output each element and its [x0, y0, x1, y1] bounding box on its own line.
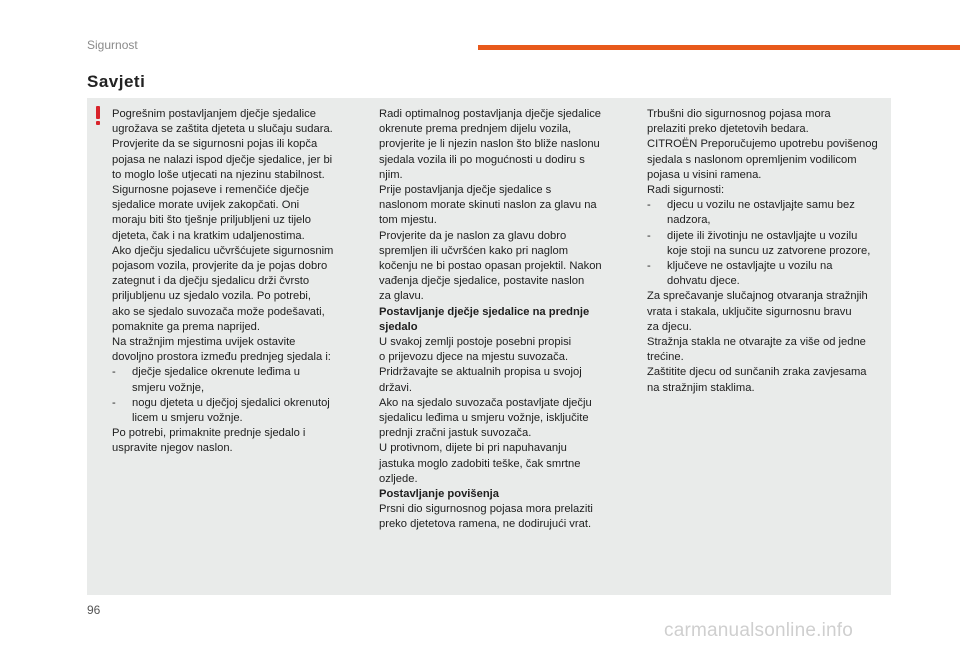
- bullet-line: smjeru vožnje,: [132, 381, 205, 394]
- column-1: [112, 107, 356, 457]
- warning-icon: [94, 106, 102, 126]
- text-line: to moglo loše utjecati na njezinu stabilnost.: [112, 168, 325, 181]
- text-line: na stražnjim staklima.: [647, 381, 755, 394]
- bullet-line: ključeve ne ostavljajte u vozilu na: [667, 260, 833, 273]
- text-line: U svakoj zemlji postoje posebni propisi: [379, 336, 572, 349]
- subheading-booster: Postavljanje povišenja: [379, 488, 500, 501]
- text-line: pojasa ne nalazi ispod dječje sjedalice, jer bi: [112, 153, 333, 166]
- text-line: sjedalicu leđima u smjeru vožnje, isključite: [379, 412, 589, 425]
- text-line: prelaziti preko djetetovih bedara.: [647, 123, 809, 136]
- text-line: ozljede.: [379, 472, 418, 485]
- bullet-item: [647, 198, 891, 228]
- text-line: Prsni dio sigurnosnog pojasa mora prelaziti: [379, 503, 593, 516]
- text-line: Provjerite da se sigurnosni pojas ili kopča: [112, 138, 318, 151]
- text-line: za djecu.: [647, 320, 692, 333]
- text-line: o prijevozu djece na mjestu suvozača.: [379, 351, 569, 364]
- text-line: Ako dječju sjedalicu učvršćujete sigurnosnim: [112, 244, 334, 257]
- bullet-line: dječje sjedalice okrenute leđima u: [132, 366, 300, 379]
- text-line: vrata i stakala, uključite sigurnosnu bravu: [647, 305, 852, 318]
- bullet-line: nogu djeteta u dječjoj sjedalici okrenutoj: [132, 396, 330, 409]
- text-line: djeteta, čak i na kratkim udaljenostima.: [112, 229, 305, 242]
- text-line: uspravite njegov naslon.: [112, 442, 233, 455]
- text-line: Pogrešnim postavljanjem dječje sjedalice: [112, 108, 316, 120]
- bullet-line: dijete ili životinju ne ostavljajte u vozilu: [667, 229, 858, 242]
- text-line: spremljen ili učvršćen kako pri naglom: [379, 244, 569, 257]
- text-line: zategnut i da dječju sjedalicu drži čvrsto: [112, 275, 310, 288]
- section-label: Sigurnost: [87, 38, 138, 52]
- text-line: Ako na sjedalo suvozača postavljate dječju: [379, 396, 592, 409]
- text-line: Po potrebi, primaknite prednje sjedalo i: [112, 427, 306, 440]
- text-line: za glavu.: [379, 290, 424, 303]
- text-line: Zaštitite djecu od sunčanih zraka zavjesama: [647, 366, 867, 379]
- bullet-dash: -: [647, 260, 651, 273]
- text-line: pojasa u visini ramena.: [647, 168, 762, 181]
- text-line: dovoljno prostora između prednjeg sjedala i:: [112, 351, 331, 364]
- text-line: kočenju ne bi postao opasan projektil. Nakon: [379, 260, 602, 273]
- bullet-dash: -: [647, 229, 651, 242]
- text-line: sjedalice morate uvijek zakopčati. Oni: [112, 199, 300, 212]
- text-line: tom mjestu.: [379, 214, 437, 227]
- text-line: pomaknite ga prema naprijed.: [112, 320, 261, 333]
- text-line: priljubljenu uz sjedalo vozila. Po potrebi,: [112, 290, 312, 303]
- text-line: pojasom vozila, provjerite da je pojas dobro: [112, 260, 328, 273]
- text-line: sjedala s naslonom opremljenim vodilicom: [647, 153, 857, 166]
- text-line: ako se sjedalo suvozača može podešavati,: [112, 305, 325, 318]
- page-title: Savjeti: [87, 72, 146, 91]
- text-line: Stražnja stakla ne otvarajte za više od jedne: [647, 336, 866, 349]
- bullet-item: [112, 396, 356, 426]
- column-2: [379, 107, 625, 533]
- text-line: jastuka moglo zadobiti teške, čak smrtne: [379, 457, 581, 470]
- text-line: Pridržavajte se aktualnih propisa u svojoj: [379, 366, 582, 379]
- text-line: njim.: [379, 168, 403, 181]
- text-line: provjerite je li njezin naslon što bliže naslonu: [379, 138, 600, 151]
- column-3: [647, 107, 891, 396]
- bullet-line: koje stoji na suncu uz zatvorene prozore,: [667, 244, 871, 257]
- header-accent-bar: [478, 45, 960, 50]
- bullet-item: [647, 229, 891, 259]
- text-line: prednji zračni jastuk suvozača.: [379, 427, 532, 440]
- text-line: ugrožava se zaštita djeteta u slučaju sudara.: [112, 123, 333, 136]
- bullet-item: [112, 365, 356, 395]
- text-line: preko djetetova ramena, ne dodirujući vrat.: [379, 518, 592, 531]
- text-line: Provjerite da je naslon za glavu dobro: [379, 229, 567, 242]
- page-number: 96: [87, 603, 101, 617]
- bullet-dash: -: [112, 366, 116, 379]
- subheading-front-seat: Postavljanje dječje sjedalice na prednje: [379, 305, 590, 318]
- text-line: moraju biti što tješnje priljubljeni uz tijelo: [112, 214, 311, 227]
- text-line: Prije postavljanja dječje sjedalice s: [379, 184, 552, 197]
- watermark[interactable]: carmanualsonline.info: [664, 620, 854, 641]
- text-line: Trbušni dio sigurnosnog pojasa mora: [647, 108, 831, 120]
- text-line: U protivnom, dijete bi pri napuhavanju: [379, 442, 567, 455]
- text-line: naslonom morate skinuti naslon za glavu na: [379, 199, 597, 212]
- bullet-line: dohvatu djece.: [667, 275, 740, 288]
- text-line: Na stražnjim mjestima uvijek ostavite: [112, 336, 296, 349]
- text-line: okrenute prema prednjem dijelu vozila,: [379, 123, 572, 136]
- text-line: Radi sigurnosti:: [647, 184, 725, 197]
- warning-icon-dot: [96, 121, 100, 125]
- text-line: trećine.: [647, 351, 684, 364]
- text-line: CITROËN Preporučujemo upotrebu povišenog: [647, 138, 878, 151]
- text-line: vađenja dječje sjedalice, postavite naslon: [379, 275, 585, 288]
- text-line: Radi optimalnog postavljanja dječje sjedalice: [379, 108, 602, 120]
- text-line: Za sprečavanje slučajnog otvaranja stražnjih: [647, 290, 868, 303]
- bullet-dash: -: [112, 396, 116, 409]
- bullet-dash: -: [647, 199, 651, 212]
- text-line: državi.: [379, 381, 412, 394]
- bullet-line: nadzora,: [667, 214, 711, 227]
- text-line: sjedala vozila ili po mogućnosti u dodiru s: [379, 153, 585, 166]
- warning-icon-bar: [96, 106, 100, 119]
- bullet-item: [647, 259, 891, 289]
- subheading-front-seat: sjedalo: [379, 320, 418, 333]
- text-line: Sigurnosne pojaseve i remenčiće dječje: [112, 184, 310, 197]
- bullet-line: licem u smjeru vožnje.: [132, 412, 243, 425]
- bullet-line: djecu u vozilu ne ostavljajte samu bez: [667, 199, 855, 212]
